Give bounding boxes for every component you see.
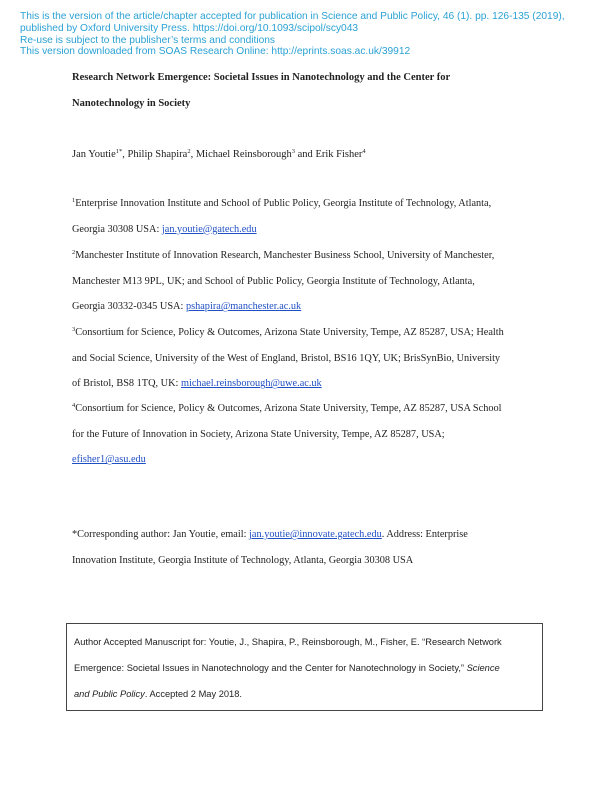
author-name: Erik Fisher — [315, 149, 363, 160]
affiliation-3 — [72, 320, 542, 397]
notice-line-3: Re-use is subject to the publisher’s terms and conditions — [20, 34, 276, 46]
corresponding-email-link[interactable]: jan.youtie@innovate.gatech.edu — [249, 529, 382, 540]
paper-title-line-2: Nanotechnology in Society — [72, 98, 191, 109]
notice-line-4[interactable]: This version downloaded from SOAS Research Online: http://eprints.soas.ac.uk/39912 — [20, 46, 411, 58]
author-affil-mark: 2 — [187, 148, 191, 155]
affil-text: Manchester M13 9PL, UK; and School of Public Policy, Georgia Institute of Technology, Atlanta, — [72, 275, 475, 287]
manuscript-line-2: Emergence: Societal Issues in Nanotechnology and the Center for Nanotechnology in Society,” — [74, 663, 467, 673]
affil-mark: 2 — [72, 249, 76, 256]
author-name: Jan Youtie — [72, 149, 116, 160]
repository-notice — [20, 11, 565, 58]
affil-text: Georgia 30308 USA: — [72, 223, 162, 235]
author-affil-mark: 1* — [115, 148, 123, 155]
paper-title-line-1: Research Network Emergence: Societal Issues in Nanotechnology and the Center for — [72, 72, 451, 83]
email-link[interactable]: efisher1@asu.edu — [72, 454, 146, 466]
journal-name: and Public Policy — [74, 689, 145, 699]
author-name: Philip Shapira — [127, 149, 188, 160]
affiliation-1 — [72, 191, 542, 242]
email-link[interactable]: jan.youtie@gatech.edu — [161, 223, 257, 235]
affiliation-4 — [72, 396, 542, 473]
affil-mark: 3 — [72, 326, 76, 333]
affil-mark: 1 — [72, 197, 76, 204]
affil-text: Manchester Institute of Innovation Research, Manchester Business School, University of Manchester, — [75, 250, 495, 261]
notice-line-1: This is the version of the article/chapter accepted for publication in Science and Public Policy, 46 (1). pp. 126-135 (2019), — [20, 11, 565, 22]
author-affil-mark: 3 — [291, 148, 296, 155]
affil-text: Consortium for Science, Policy & Outcomes, Arizona State University, Tempe, AZ 85287, USA School — [75, 403, 502, 414]
manuscript-notice-box — [66, 623, 543, 711]
affil-text: Georgia 30332-0345 USA: — [72, 301, 186, 313]
manuscript-line-3: . Accepted 2 May 2018. — [144, 689, 242, 699]
corresponding-author — [72, 522, 542, 573]
manuscript-line-1: Author Accepted Manuscript for: Youtie, J., Shapira, P., Reinsborough, M., Fisher, E. “Research Network — [74, 637, 502, 647]
journal-name: Science — [466, 663, 500, 673]
email-link[interactable]: michael.reinsborough@uwe.ac.uk — [180, 378, 322, 390]
author-affil-mark: 4 — [362, 148, 366, 155]
affiliation-2 — [72, 243, 542, 320]
corresponding-address: Innovation Institute, Georgia Institute of Technology, Atlanta, Georgia 30308 USA — [72, 554, 414, 566]
affil-text: and Social Science, University of the West of England, Bristol, BS16 1QY, UK; BrisSynBio, University — [72, 352, 501, 364]
affil-text: of Bristol, BS8 1TQ, UK: — [72, 378, 181, 390]
notice-line-2[interactable]: published by Oxford University Press. https://doi.org/10.1093/scipol/scy043 — [20, 22, 359, 34]
author-list: Jan Youtie$^{1*}$, Philip Shapira$^2$, Michael Reinsborough$^3$ and Erik Fisher$^4$ — [72, 148, 366, 160]
corresponding-text: . Address: Enterprise — [381, 529, 468, 540]
corresponding-text: *Corresponding author: Jan Youtie, email: — [72, 529, 250, 540]
email-link[interactable]: pshapira@manchester.ac.uk — [185, 301, 302, 313]
affil-text: for the Future of Innovation in Society, Arizona State University, Tempe, AZ 85287, USA; — [72, 428, 445, 440]
affil-mark: 4 — [72, 402, 76, 409]
affil-text: Consortium for Science, Policy & Outcomes, Arizona State University, Tempe, AZ 85287, USA; Health — [75, 327, 504, 338]
affil-text: Enterprise Innovation Institute and School of Public Policy, Georgia Institute of Technology, Atlanta, — [75, 198, 492, 209]
author-name: Michael Reinsborough — [195, 149, 292, 160]
